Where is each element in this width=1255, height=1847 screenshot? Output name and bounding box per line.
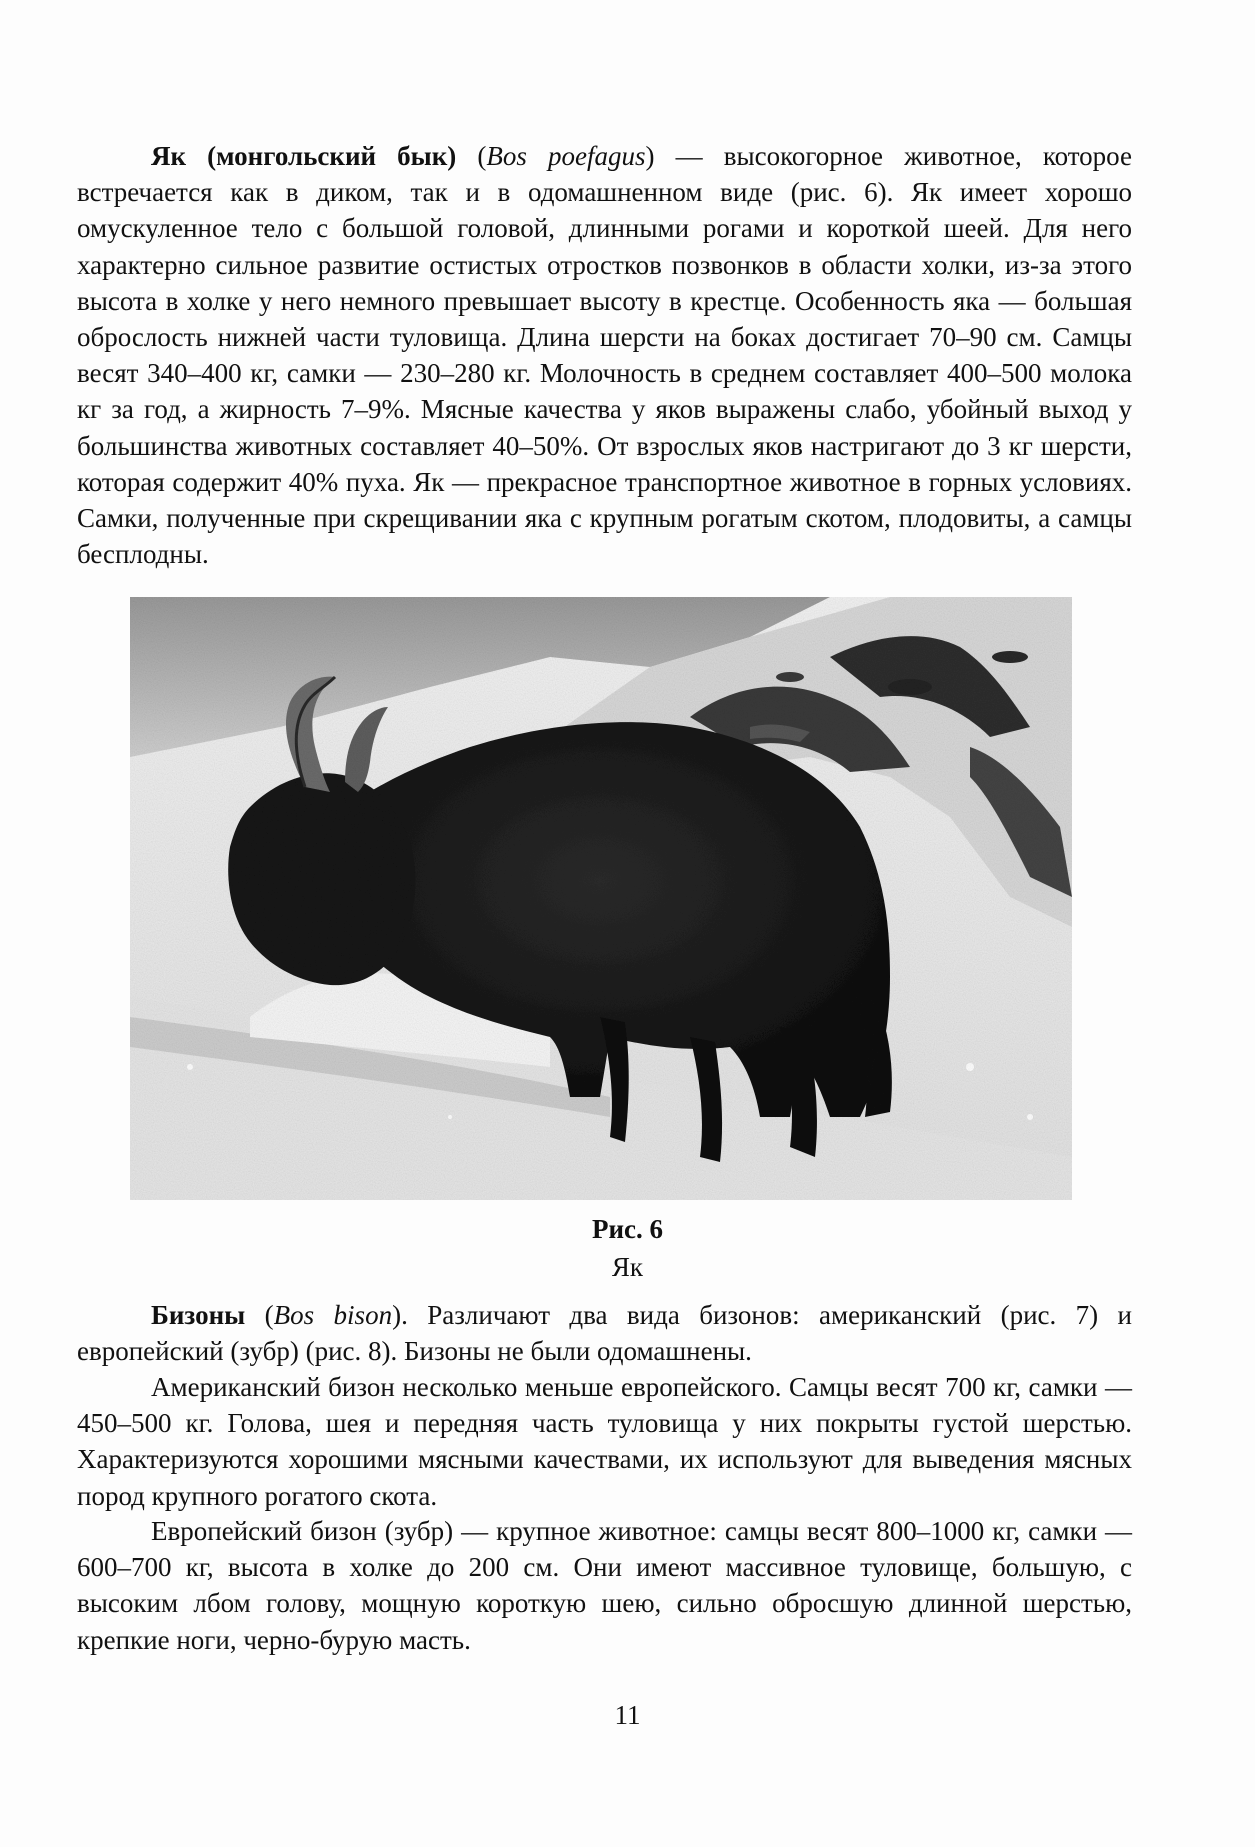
figure-yak-photo xyxy=(130,597,1072,1200)
figure-caption: Як xyxy=(611,1252,644,1282)
figure-number: Рис. 6 xyxy=(591,1214,664,1244)
page-number: 11 xyxy=(614,1700,641,1730)
text-yak: — высокогорное животное, которое встречается как в диком, так и в одомашненном виде (рис. 6). Як имеет хорошо омускуленное тело с большой головой, длинными рогами и короткой шеей. Для него характерно сильное развитие остистых отростков позвонков в области холки, из-за этого высота в холке у него немного превышает высоту в крестце. Особенность яка — большая оброслость нижней части туловища. Длина шерсти на боках достигает 70–90 см. Самцы весят 340–400 кг, самки — 230–280 кг. Молочность в среднем составляет 400–500 молока кг за год, а жирность 7–9%. Мясные качества у яков выражены слабо, убойный выход у большинства животных составляет 40–50%. От взрослых яков настригают до 3 кг шерсти, которая содержит 40% пуха. Як — прекрасное транспортное животное в горных условиях. Самки, полученные при скрещивании яка с крупным рогатым скотом, плодовиты, а самцы бесплодны. xyxy=(77,141,1132,570)
paragraph-yak: Як (монгольский бык) (Bos poefagus) — высокогорное животное, которое встречается как в диком, так и в одомашненном виде (рис. 6). Як имеет хорошо омускуленное тело с большой головой, длинными рогами и короткой шеей. Для него характерно сильное развитие остистых отростков позвонков в области холки, из-за этого высота в холке у него немного превышает высоту в крестце. Особенность яка — большая оброслость нижней части туловища. Длина шерсти на боках достигает 70–90 см. Самцы весят 340–400 кг, самки — 230–280 кг. Молочность в среднем составляет 400–500 молока кг за год, а жирность 7–9%. Мясные качества у яков выражены слабо, убойный выход у большинства животных составляет 40–50%. От взрослых яков настригают до 3 кг шерсти, которая содержит 40% пуха. Як — прекрасное транспортное животное в горных условиях. Самки, полученные при скрещивании яка с крупным рогатым скотом, плодовиты, а самцы бесплодны. xyxy=(77,141,1132,570)
latin-bison: Bos bison xyxy=(273,1300,393,1330)
term-bison: Бизоны xyxy=(151,1300,246,1330)
latin-yak: Bos poefagus xyxy=(486,141,646,171)
paragraph-american-bison xyxy=(77,1369,1132,1514)
text-american-bison: Американский бизон несколько меньше европейского. Самцы весят 700 кг, самки — 450–500 кг. Голова, шея и передняя часть туловища у них покрыты густой шерстью. Характеризуются хорошими мясными качествами, их используют для выведения мясных пород крупного рогатого скота. xyxy=(77,1372,1132,1511)
paragraph-european-bison xyxy=(77,1513,1132,1658)
text-bison: . Различают два вида бизонов: американский (рис. 7) и европейский (зубр) (рис. 8). Бизоны не были одомашнены. xyxy=(77,1300,1133,1367)
yak-photo-image xyxy=(130,597,1072,1200)
paragraph-bison: Бизоны (Bos bison). Различают два вида бизонов: американский (рис. 7) и европейский (зубр) (рис. 8). Бизоны не были одомашнены. xyxy=(77,1300,1133,1367)
text-european-bison: Европейский бизон (зубр) — крупное животное: самцы весят 800–1000 кг, самки — 600–700 кг, высота в холке до 200 см. Они имеют массивное туловище, большую, с высоким лбом голову, мощную короткую шею, сильно обросшую длинной шерстью, крепкие ноги, черно-бурую масть. xyxy=(77,1516,1132,1655)
term-yak: Як (монгольский бык) xyxy=(151,141,457,171)
